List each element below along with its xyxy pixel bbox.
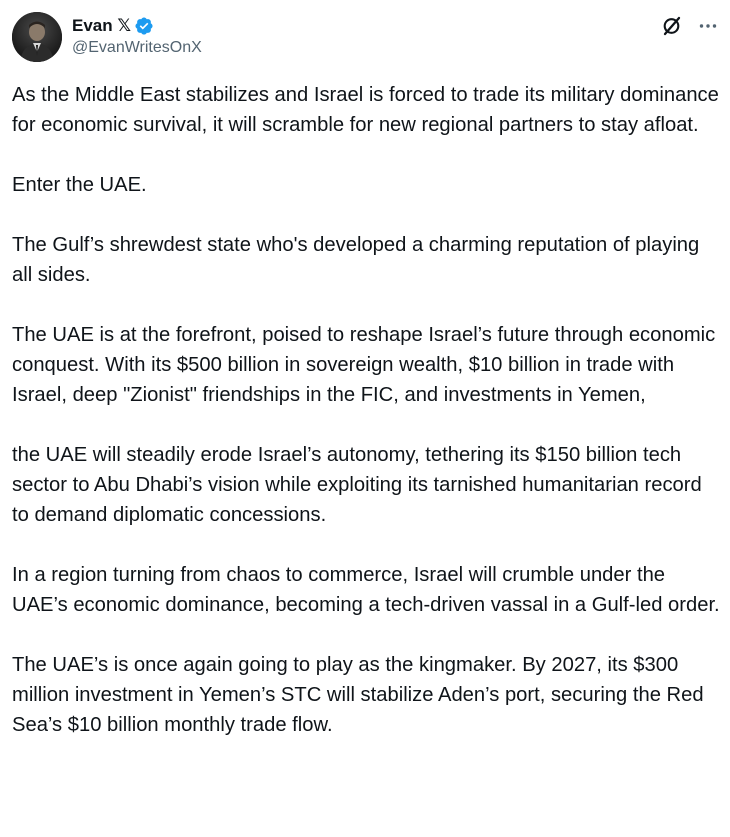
tweet-paragraph: The UAE is at the forefront, poised to reshape Israel’s future through economic conquest. With its $500 billion in sovereign wealth, $10 billion in trade with Israel, deep "Zionist" friendships in the FIC, and investments in Yemen, [12,324,716,406]
tweet-text [12,80,724,740]
tweet-actions [660,14,718,38]
author-names [72,15,202,57]
tweet-paragraph: Enter the UAE. [12,174,147,196]
tweet-header [12,12,718,64]
avatar-image [12,12,62,62]
tweet-paragraph: the UAE will steadily erode Israel’s autonomy, tethering its $150 billion tech sector to Abu Dhabi’s vision while exploiting its tarnished humanitarian record to demand diplomatic concessions. [12,444,702,526]
tweet-paragraph: In a region turning from chaos to commerce, Israel will crumble under the UAE’s economic dominance, becoming a tech-driven vassal in a Gulf-led order. [12,564,720,616]
verified-badge-icon[interactable] [134,16,154,36]
tweet-paragraph: The UAE’s is once again going to play as the kingmaker. By 2027, its $300 million investment in Yemen’s STC will stabilize Aden’s port, securing the Red Sea’s $10 billion monthly trade flow. [12,654,704,736]
tweet-paragraph: As the Middle East stabilizes and Israel is forced to trade its military dominance for economic survival, it will scramble for new regional partners to stay afloat. [12,84,719,136]
grok-icon[interactable] [660,14,684,38]
avatar[interactable] [12,12,62,62]
tweet-paragraph: The Gulf’s shrewdest state who's developed a charming reputation of playing all sides. [12,234,700,286]
more-options-icon[interactable] [698,16,718,36]
author-handle[interactable]: @EvanWritesOnX [72,39,202,56]
display-name-row [72,15,202,37]
display-name[interactable]: Evan 𝕏 [72,16,132,35]
